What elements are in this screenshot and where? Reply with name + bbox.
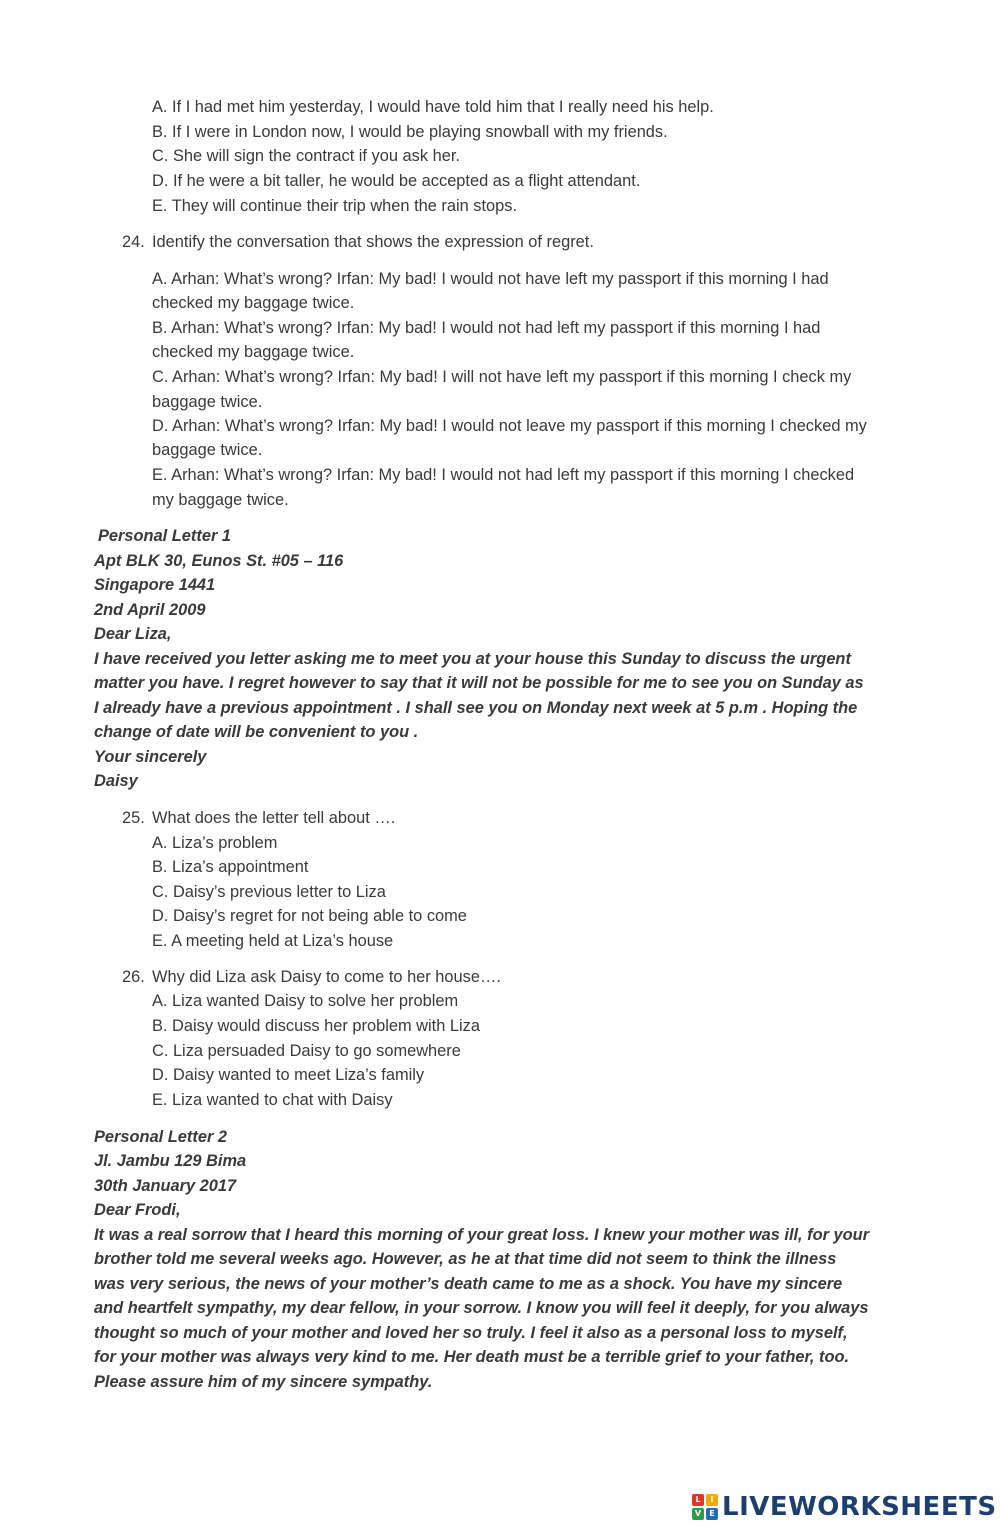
letter2-title: Personal Letter 2	[94, 1128, 227, 1146]
q24-option-c-line2: baggage twice.	[152, 393, 263, 411]
q26-option-b: B. Daisy would discuss her problem with Liza	[152, 1017, 480, 1035]
q24-option-e-line2: my baggage twice.	[152, 491, 289, 509]
letter2-body-line2: brother told me several weeks ago. However, as he at that time did not seem to think the illness	[94, 1250, 837, 1268]
q24-option-e-line1: E. Arhan: What’s wrong? Irfan: My bad! I would not had left my passport if this morning I checked	[152, 466, 855, 484]
q23-option-b: B. If I were in London now, I would be playing snowball with my friends.	[152, 123, 668, 141]
q26-text: Why did Liza ask Daisy to come to her house….	[152, 968, 501, 986]
letter1-body-line2: matter you have. I regret however to say that it will not be possible for me to see you on Sunday as	[94, 674, 864, 692]
q23-option-c: C. She will sign the contract if you ask her.	[152, 147, 460, 165]
q26-option-a: A. Liza wanted Daisy to solve her problem	[152, 992, 459, 1010]
letter1-date: 2nd April 2009	[94, 601, 206, 619]
letter1-address-line1: Apt BLK 30, Eunos St. #05 – 116	[94, 552, 344, 570]
logo-mark-tile: L	[692, 1494, 704, 1506]
letter2-salutation: Dear Frodi,	[94, 1201, 181, 1219]
q24-number: 24.	[122, 233, 145, 251]
q25-option-e: E. A meeting held at Liza’s house	[152, 932, 394, 950]
q23-option-e: E. They will continue their trip when the rain stops.	[152, 197, 518, 215]
logo-mark-tile: V	[692, 1508, 704, 1520]
q26-option-e: E. Liza wanted to chat with Daisy	[152, 1091, 393, 1109]
letter2-body-line5: thought so much of your mother and loved her so truly. I feel it also as a personal loss to myself,	[94, 1324, 848, 1342]
letter1-address-line2: Singapore 1441	[94, 576, 216, 594]
logo-mark-tile: E	[706, 1508, 718, 1520]
letter1-closing: Your sincerely	[94, 748, 207, 766]
letter2-body-line4: and heartfelt sympathy, my dear fellow, in your sorrow. I know you will feel it deeply, for you always	[94, 1299, 869, 1317]
q26-number: 26.	[122, 968, 145, 986]
q24-option-b-line1: B. Arhan: What’s wrong? Irfan: My bad! I would not had left my passport if this morning I had	[152, 319, 821, 337]
liveworksheets-wordmark: LIVEWORKSHEETS	[722, 1492, 997, 1522]
letter1-body-line3: I already have a previous appointment . I shall see you on Monday next week at 5 p.m . Hoping the	[94, 699, 858, 717]
letter2-date: 30th January 2017	[94, 1177, 237, 1195]
letter1-salutation: Dear Liza,	[94, 625, 172, 643]
letter1-body-line1: I have received you letter asking me to meet you at your house this Sunday to discuss the urgent	[94, 650, 851, 668]
liveworksheets-logo	[692, 1490, 997, 1524]
letter2-body-line1: It was a real sorrow that I heard this morning of your great loss. I knew your mother was ill, for your	[94, 1226, 870, 1244]
q24-text: Identify the conversation that shows the expression of regret.	[152, 233, 594, 251]
letter2-address: Jl. Jambu 129 Bima	[94, 1152, 247, 1170]
q25-question	[122, 808, 395, 828]
q24-option-c-line1: C. Arhan: What’s wrong? Irfan: My bad! I will not have left my passport if this morning I check my	[152, 368, 852, 386]
q24-option-a-line2: checked my baggage twice.	[152, 294, 355, 312]
q25-option-d: D. Daisy’s regret for not being able to come	[152, 907, 467, 925]
q25-number: 25.	[122, 809, 145, 827]
q26-question	[122, 967, 501, 987]
q24-option-b-line2: checked my baggage twice.	[152, 343, 355, 361]
q25-option-a: A. Liza’s problem	[152, 834, 278, 852]
liveworksheets-mark-icon	[692, 1494, 718, 1520]
q24-option-d-line2: baggage twice.	[152, 441, 263, 459]
logo-mark-tile: I	[706, 1494, 718, 1506]
q23-option-d: D. If he were a bit taller, he would be accepted as a flight attendant.	[152, 172, 641, 190]
q25-text: What does the letter tell about ….	[152, 809, 396, 827]
q23-option-a: A. If I had met him yesterday, I would have told him that I really need his help.	[152, 98, 714, 116]
letter1-body-line4: change of date will be convenient to you .	[94, 723, 419, 741]
q26-option-c: C. Liza persuaded Daisy to go somewhere	[152, 1042, 461, 1060]
letter2-body-line6: for your mother was always very kind to me. Her death must be a terrible grief to your father, too.	[94, 1348, 850, 1366]
q24-option-a-line1: A. Arhan: What’s wrong? Irfan: My bad! I would not have left my passport if this morning I had	[152, 270, 829, 288]
q26-option-d: D. Daisy wanted to meet Liza’s family	[152, 1066, 425, 1084]
q25-option-b: B. Liza’s appointment	[152, 858, 309, 876]
q24-question	[122, 232, 594, 252]
letter1-title: Personal Letter 1	[98, 527, 231, 545]
letter1-signature: Daisy	[94, 772, 138, 790]
letter2-body-line3: was very serious, the news of your mother’s death came to me as a shock. You have my sincere	[94, 1275, 843, 1293]
q24-option-d-line1: D. Arhan: What’s wrong? Irfan: My bad! I would not leave my passport if this morning I checked my	[152, 417, 867, 435]
letter2-body-line7: Please assure him of my sincere sympathy.	[94, 1373, 433, 1391]
q25-option-c: C. Daisy’s previous letter to Liza	[152, 883, 386, 901]
